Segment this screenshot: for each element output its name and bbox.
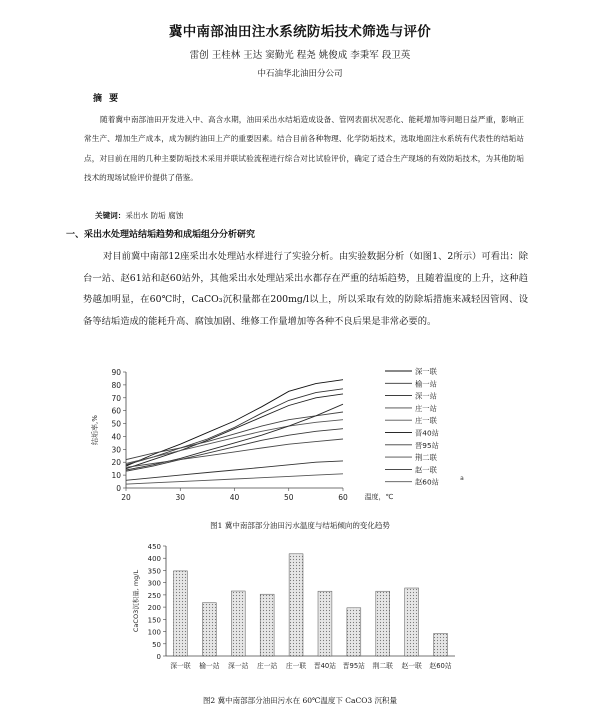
section-heading: 一、采出水处理站结垢趋势和成垢组分分析研究 — [66, 230, 256, 240]
series-line-赵60站 — [126, 474, 343, 484]
abstract-heading: 摘 要 — [93, 94, 121, 104]
bar-晋40站 — [318, 591, 332, 656]
y-axis-label: CaCO3沉积量, mg/L — [132, 569, 140, 633]
bar-榆一站 — [202, 603, 216, 656]
legend-label: 晋40站 — [415, 428, 439, 438]
x-axis-label: 温度，℃ — [364, 493, 394, 501]
figure2-caption: 图2 冀中南部部分油田污水在 60℃温度下 CaCO3 沉积量 — [202, 696, 398, 705]
y-tick-label: 70 — [111, 393, 121, 403]
y-axis-label: 结垢率,% — [91, 415, 99, 445]
x-tick-label: 深一联 — [170, 662, 191, 670]
legend-label: 赵60站 — [415, 477, 439, 487]
y-tick-label: 10 — [111, 471, 121, 481]
x-tick-label: 晋95站 — [342, 662, 365, 670]
y-tick-label: 30 — [111, 445, 121, 455]
y-tick-label: 250 — [147, 591, 161, 600]
x-tick-label: 荆二联 — [372, 662, 393, 670]
x-tick-label: 30 — [175, 493, 186, 502]
x-tick-label: 60 — [338, 493, 348, 502]
y-tick-label: 60 — [111, 406, 121, 416]
y-tick-label: 200 — [147, 604, 161, 613]
bar-庄一联 — [289, 554, 303, 656]
legend-label: 荆二联 — [415, 453, 437, 463]
bar-赵一联 — [405, 588, 419, 656]
legend-label: 榆一站 — [415, 379, 437, 389]
x-tick-label: 赵60站 — [429, 662, 452, 670]
y-tick-label: 20 — [111, 458, 121, 468]
body-paragraph: 对目前冀中南部12座采出水处理站水样进行了实验分析。由实验数据分析（如图1、2所示）可看出：除台一站、赵61站和赵60站外，其他采出水处理站采出水都存在严重的结垢趋势，且随着温度的上升，这种趋势越加明显，在60℃时，CaCO₃沉积量都在200mg/l以上，所以采取有效的防除垢措施来减轻因管网、设备等结垢造成的能耗升高、腐蚀加剧、维修工作量增加等各种不良后果是非常必要的。 — [83, 251, 528, 327]
series-line-庄一联 — [126, 420, 343, 464]
x-tick-label: 庄一联 — [285, 662, 307, 670]
author-list: 雷创 王桂林 王达 窦勤光 程尧 姚俊成 李秉军 段卫英 — [189, 50, 411, 61]
x-tick-label: 榆一站 — [199, 662, 220, 670]
y-tick-label: 0 — [116, 484, 121, 493]
figure1-caption: 图1 冀中南部部分油田污水温度与结垢倾向的变化趋势 — [210, 521, 390, 530]
legend-label: 深一站 — [415, 391, 437, 401]
series-line-晋40站 — [126, 404, 343, 470]
y-tick-label: 80 — [111, 380, 121, 390]
y-tick-label: 40 — [111, 432, 121, 442]
legend-label: 庄一联 — [415, 416, 437, 426]
series-line-深一站 — [126, 394, 343, 469]
y-tick-label: 450 — [147, 543, 161, 551]
paper-title: 冀中南部油田注水系统防垢技术筛选与评价 — [168, 24, 432, 40]
x-tick-label: 赵一联 — [401, 662, 422, 670]
x-tick-label: 40 — [229, 493, 240, 502]
y-tick-label: 0 — [156, 653, 161, 661]
y-tick-label: 150 — [147, 616, 161, 625]
affiliation: 中石油华北油田分公司 — [257, 69, 343, 79]
bar-深一站 — [231, 591, 245, 656]
keywords-value: 采出水 防垢 腐蚀 — [125, 211, 184, 220]
legend-label: 庄一站 — [415, 403, 437, 413]
keywords-line — [95, 210, 183, 221]
figure2-bar-chart — [130, 540, 460, 680]
y-tick-label: 50 — [152, 640, 161, 649]
legend-label: 深一联 — [415, 367, 437, 376]
x-tick-label: 深一站 — [228, 662, 249, 670]
x-tick-label: 庄一站 — [256, 662, 278, 670]
bar-赵60站 — [434, 634, 448, 657]
x-tick-label: 20 — [121, 493, 131, 502]
series-line-晋95站 — [126, 429, 343, 472]
series-line-榆一站 — [126, 389, 343, 465]
y-tick-label: 350 — [147, 567, 161, 576]
y-tick-label: 100 — [147, 628, 161, 637]
figure-mark: a — [460, 475, 464, 482]
keywords-label: 关键词： — [95, 211, 126, 220]
y-tick-label: 300 — [147, 579, 161, 588]
abstract-text: 随着冀中南部油田开发进入中、高含水期，油田采出水结垢造成设备、管网表面状况恶化、能耗增加等问题日益严重，影响正常生产、增加生产成本，成为制约油田上产的重要因素。结合目前各种物理、化学防垢技术，选取地面注水系统有代表性的结垢站点，对目前在用的几种主要防垢技术采用并联试验流程进行综合对比试验评价，确定了适合生产现场的有效防垢技术，为其他防垢技术的现场试验评价提供了借鉴。 — [84, 115, 524, 182]
y-tick-label: 90 — [111, 368, 121, 377]
y-tick-label: 50 — [111, 419, 121, 429]
legend-label: 赵一联 — [415, 465, 437, 475]
bar-庄一站 — [260, 594, 274, 656]
bar-深一联 — [174, 571, 188, 656]
legend-label: 晋95站 — [415, 440, 439, 450]
bar-荆二联 — [376, 591, 390, 656]
x-tick-label: 晋40站 — [313, 662, 337, 670]
bar-晋95站 — [347, 608, 361, 656]
y-tick-label: 400 — [147, 555, 161, 564]
series-line-庄一站 — [126, 412, 343, 460]
x-tick-label: 50 — [283, 493, 294, 502]
figure1-line-chart — [90, 360, 490, 520]
